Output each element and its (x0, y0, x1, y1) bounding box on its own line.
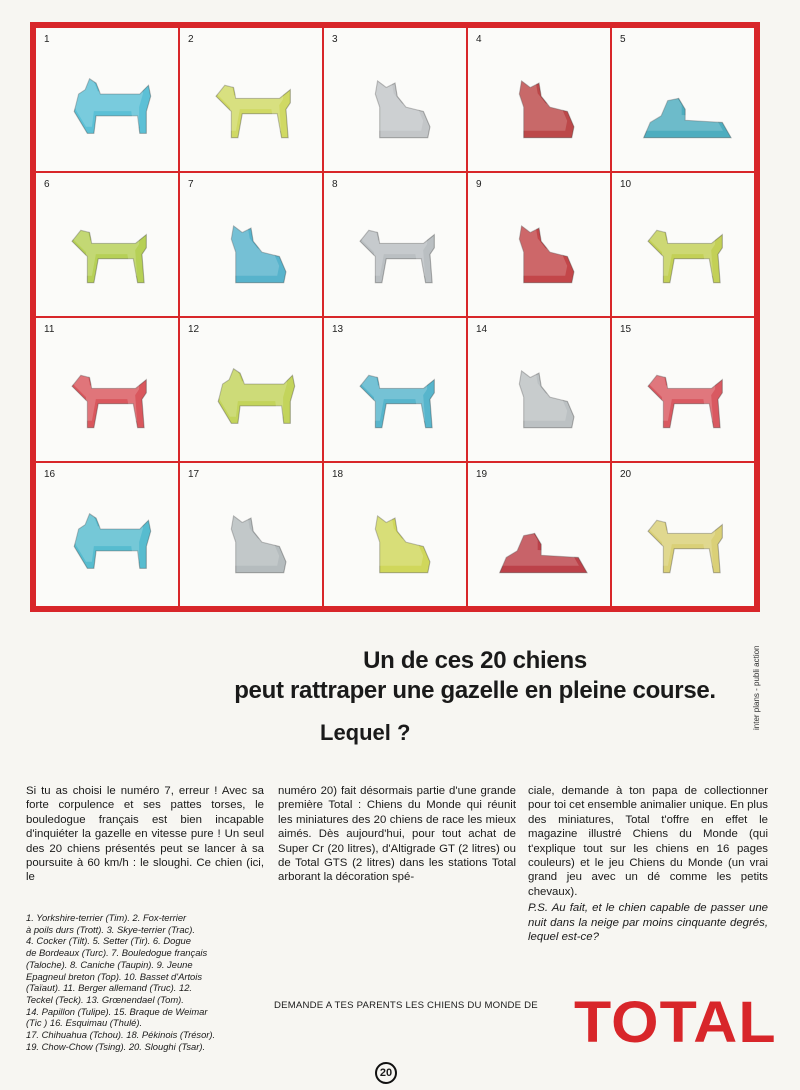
dog-cell-number: 16 (44, 469, 56, 480)
dog-cell-number: 18 (332, 469, 344, 480)
legend-line: 14. Papillon (Tulipe). 15. Braque de Weimar (26, 1005, 208, 1017)
dog-cell-18 (324, 463, 466, 606)
total-logo: TOTAL (574, 990, 777, 1055)
epagneul-figurine-icon (468, 173, 610, 316)
dog-cell-15 (612, 318, 754, 461)
dogue-figurine-icon (36, 173, 178, 316)
dog-cell-14 (468, 318, 610, 461)
pekinois-figurine-icon (324, 463, 466, 606)
dog-cell-19 (468, 463, 610, 606)
papillon-figurine-icon (468, 318, 610, 461)
dog-cell-16 (36, 463, 178, 606)
groenendael-figurine-icon (324, 318, 466, 461)
headline-question: Lequel ? (320, 720, 411, 745)
dog-cell-number: 2 (188, 34, 194, 45)
esquimau-figurine-icon (36, 463, 178, 606)
braque-figurine-icon (612, 318, 754, 461)
legend-line: Teckel (Teck). 13. Grœnendael (Tom). (26, 993, 184, 1005)
dog-cell-20 (612, 463, 754, 606)
dog-cell-number: 4 (476, 34, 482, 45)
dog-cell-number: 7 (188, 179, 194, 190)
headline-line-2: peut rattraper une gazelle en pleine course. (234, 677, 716, 704)
dog-cell-6 (36, 173, 178, 316)
berger-figurine-icon (36, 318, 178, 461)
dog-cell-11 (36, 318, 178, 461)
skye-terrier-figurine-icon (324, 28, 466, 171)
dog-cell-7 (180, 173, 322, 316)
legend-line: (Taïaut). 11. Berger allemand (Truc). 12. (26, 982, 193, 994)
legend-line: (Tic ) 16. Esquimau (Thulé). (26, 1017, 143, 1029)
chow-chow-figurine-icon (468, 463, 610, 606)
dog-cell-number: 9 (476, 179, 482, 190)
setter-figurine-icon (612, 28, 754, 171)
page-number: 20 (375, 1062, 397, 1084)
body-column-3-text: ciale, demande à ton papa de collectionner pour toi cet ensemble animalier unique. En plus des miniatures, Total t'offre en effet le magazine illustré Chiens du Monde (qui t'explique tout sur les chiens en 16 pages couleurs) et le jeu Chiens du Monde (un vrai grand jeu avec un dé comme les petits chevaux). (528, 785, 768, 898)
dog-figurine-grid (30, 22, 760, 612)
dog-cell-number: 1 (44, 34, 50, 45)
dog-cell-3 (324, 28, 466, 171)
dog-cell-number: 13 (332, 324, 344, 335)
dog-cell-number: 15 (620, 324, 632, 335)
breed-legend (26, 912, 264, 1052)
bouledogue-figurine-icon (180, 173, 322, 316)
dog-cell-number: 6 (44, 179, 50, 190)
dog-cell-12 (180, 318, 322, 461)
headline-line-1: Un de ces 20 chiens (363, 647, 587, 674)
body-column-3 (528, 784, 768, 944)
caniche-figurine-icon (324, 173, 466, 316)
dog-cell-number: 3 (332, 34, 338, 45)
legend-line: 17. Chihuahua (Tchou). 18. Pékinois (Trésor). (26, 1029, 216, 1041)
dog-cell-4 (468, 28, 610, 171)
dog-cell-2 (180, 28, 322, 171)
dog-cell-9 (468, 173, 610, 316)
fox-terrier-figurine-icon (180, 28, 322, 171)
dog-cell-number: 8 (332, 179, 338, 190)
dog-cell-10 (612, 173, 754, 316)
dog-cell-13 (324, 318, 466, 461)
legend-line: (Taloche). 8. Caniche (Taupin). 9. Jeune (26, 958, 193, 970)
postscript: P.S. Au fait, et le chien capable de passer une nuit dans la neige par moins cinquante degrés, lequel est-ce? (528, 902, 768, 944)
legend-line: à poils durs (Trott). 3. Skye-terrier (Trac). (26, 923, 195, 935)
dog-cell-number: 10 (620, 179, 632, 190)
legend-line: 19. Chow-Chow (Tsing). 20. Sloughi (Tsar). (26, 1040, 206, 1052)
dog-cell-1 (36, 28, 178, 171)
legend-line: Epagneul breton (Top). 10. Basset d'Artois (26, 970, 203, 982)
dog-cell-number: 12 (188, 324, 200, 335)
body-column-2: numéro 20) fait désormais partie d'une grande première Total : Chiens du Monde qui réunit les miniatures des 20 chiens de race les mieux aimés. Dès aujourd'hui, pour tout achat de Super Cr (20 litres), d'Altigrade GT (2 litres) ou de Total GTS (2 litres) dans les stations Total arborant la décoration spé- (278, 785, 516, 884)
terrier-figurine-icon (36, 28, 178, 171)
sloughi-figurine-icon (612, 463, 754, 606)
dog-cell-number: 17 (188, 469, 200, 480)
legend-line: 4. Cocker (Tilt). 5. Setter (Tir). 6. Dogue (26, 935, 191, 947)
dog-cell-number: 20 (620, 469, 632, 480)
body-column-1: Si tu as choisi le numéro 7, erreur ! Avec sa forte corpulence et ses pattes torses, le bouledogue français est bien incapable d'inquiéter la gazelle en vitesse pure ! Un seul des 20 chiens présentés peut se lancer à sa poursuite à 60 km/h : le sloughi. Ce chien (ici, le (26, 785, 264, 884)
dog-cell-5 (612, 28, 754, 171)
dog-cell-number: 14 (476, 324, 488, 335)
legend-line: de Bordeaux (Turc). 7. Bouledogue français (26, 947, 208, 959)
dog-cell-number: 19 (476, 469, 488, 480)
dog-cell-number: 5 (620, 34, 626, 45)
dog-cell-17 (180, 463, 322, 606)
basset-figurine-icon (612, 173, 754, 316)
teckel-figurine-icon (180, 318, 322, 461)
ask-parents-line: DEMANDE A TES PARENTS LES CHIENS DU MONDE DE (274, 1000, 538, 1011)
dog-cell-8 (324, 173, 466, 316)
dog-cell-number: 11 (44, 324, 55, 335)
side-credit: inter plans - publi action (752, 645, 761, 730)
headline (180, 646, 770, 706)
cocker-figurine-icon (468, 28, 610, 171)
legend-line: 1. Yorkshire-terrier (Tim). 2. Fox-terrier (26, 912, 187, 923)
chihuahua-figurine-icon (180, 463, 322, 606)
